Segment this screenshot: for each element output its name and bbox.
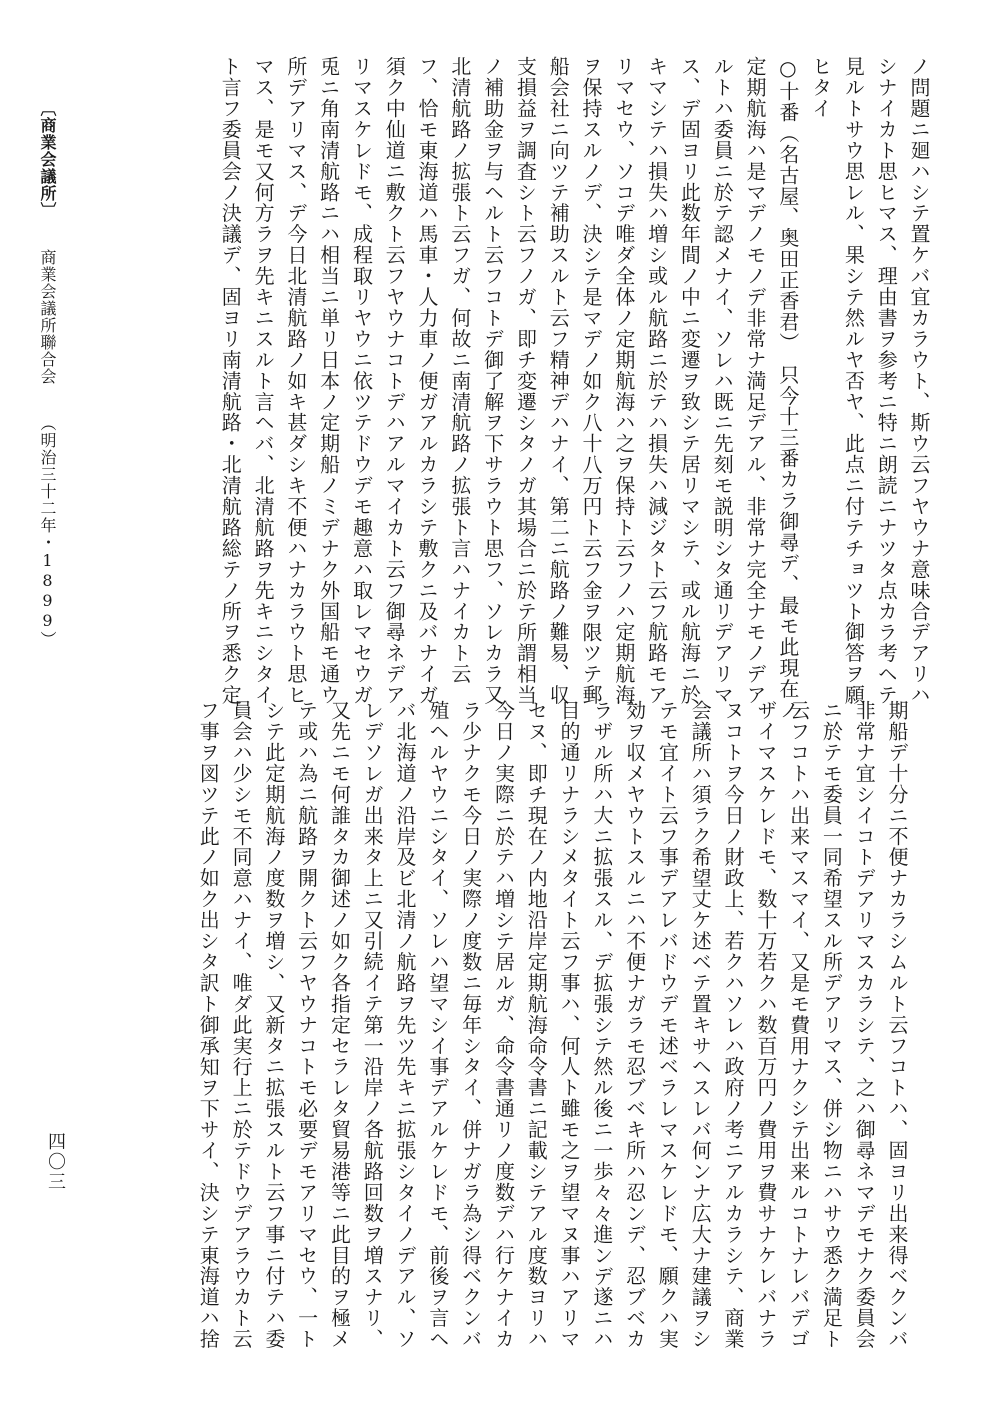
text-line: レデソレガ出来タ上ニ又引続イテ第一沿岸ノ各航路回数ヲ増スナリ、 bbox=[360, 700, 385, 1350]
text-line: ノ問題ニ廻ハシテ置ケバ宜カラウト、斯ウ云フヤウナ意味合デアリハ bbox=[907, 56, 931, 706]
text-line: ザイマスケレドモ、数十万若クハ数百万円ノ費用ヲ費サナケレバナラ bbox=[753, 700, 778, 1350]
header-date: （明治三十二年・1899） bbox=[38, 415, 57, 648]
text-line: テ或ハ為ニ航路ヲ開クト云フヤウナコトモ必要デモアリマセウ、一ト bbox=[294, 700, 319, 1350]
text-line: バ北海道ノ沿岸及ビ北清ノ航路ヲ先ツ先キニ拡張シタイノデアル、ソ bbox=[393, 700, 418, 1350]
running-header bbox=[30, 100, 64, 648]
text-line: 船会社ニ向ツテ補助スルト云フ精神デハナイ、第二ニ航路ノ難易、収 bbox=[546, 56, 571, 706]
text-line: ヲ保持スルノデ、決シテ是マデノ如ク八十八万円ト云フ金ヲ限ツテ郵 bbox=[579, 56, 604, 706]
text-line: 支損益ヲ調査シト云フノガ、即チ変遷シタノガ其場合ニ於テ所謂相当 bbox=[513, 56, 538, 706]
text-line: リマセウ、ソコデ唯ダ全体ノ定期航海ハ之ヲ保持ト云フノハ定期航海 bbox=[611, 56, 636, 706]
text-line: 員会ハ少シモ不同意ハナイ、唯ダ此実行上ニ於テドウデアラウカト云 bbox=[229, 700, 254, 1350]
text-line: ラ少ナクモ今日ノ実際ノ度数ニ毎年シタイ、併ナガラ為シ得ベクンバ bbox=[458, 700, 483, 1350]
text-line: フ事ヲ図ツテ此ノ如ク出シタ訳ト御承知ヲ下サイ、決シテ東海道ハ捨 bbox=[196, 700, 221, 1350]
text-line: 効ヲ収メヤウトスルニハ不便ナガラモ忍ブベキ所ハ忍ンデ、忍ブベカ bbox=[622, 700, 647, 1350]
text-line: セヌ、即チ現在ノ内地沿岸定期航海命令書ニ記載シテアル度数ヨリハ bbox=[524, 700, 549, 1350]
text-line: シテ此定期航海ノ度数ヲ増シ、又新タニ拡張スルト云フ事ニ付テハ委 bbox=[261, 700, 286, 1350]
text-line: 目的通リナラシメタイト云フ事ハ、何人ト雖モ之ヲ望マヌ事ハアリマ bbox=[557, 700, 582, 1350]
text-line: 所デアリマス、デ今日北清航路ノ如キ甚ダシキ不便ハナカラウト思ヒ bbox=[283, 56, 308, 706]
text-line: 兎ニ角南清航路ニハ相当ニ単リ日本ノ定期船ノミデナク外国船モ通ウ bbox=[316, 56, 341, 706]
text-line: 又先ニモ何誰タカ御述ノ如ク各指定セラレタ貿易港等ニ此目的ヲ極メ bbox=[327, 700, 352, 1350]
text-line: 云フコトハ出来マスマイ、又是モ費用ナクシテ出来ルコトナレバデゴ bbox=[786, 700, 811, 1350]
text-line: ○十番（名古屋、奥田正香君） 只今十三番カラ御尋デ、最モ此現在ノ bbox=[775, 56, 800, 721]
top-text-block bbox=[218, 56, 935, 721]
text-line: キマシテハ損失ハ増シ或ル航路ニ於テハ損失ハ減ジタト云フ航路モア bbox=[644, 56, 669, 706]
text-line: ト言フ委員会ノ決議デ、固ヨリ南清航路・北清航路総テノ所ヲ悉ク定 bbox=[218, 56, 243, 706]
text-line: シナイカト思ヒマス、理由書ヲ参考ニ特ニ朗読ニナツタ点カラ考ヘテ bbox=[874, 56, 899, 706]
text-line: 殖ヘルヤウニシタイ、ソレハ望マシイ事デアルケレドモ、前後ヲ言ヘ bbox=[425, 700, 450, 1350]
header-title: 商業会議所聯合会 bbox=[38, 249, 57, 385]
text-line: 須ク中仙道ニ敷クト云フヤウナコトデハアルマイカト云フ御尋ネデア bbox=[382, 56, 407, 706]
text-line: フ、恰モ東海道ハ馬車・人力車ノ便ガアルカラシテ敷クニ及バナイガ bbox=[415, 56, 440, 706]
text-line: マス、是モ又何方ラヲ先キニスルト言ヘバ、北清航路ヲ先キニシタイ bbox=[251, 56, 276, 706]
text-line: ニ於テモ委員一同希望スル所デアリマス、併シ物ニハサウ悉ク満足ト bbox=[819, 700, 844, 1350]
text-line: リマスケレドモ、成程取リヤウニ依ツテドウデモ趣意ハ取レマセウガ bbox=[349, 56, 374, 706]
text-line: 期船デ十分ニ不便ナカラシムルト云フコトハ、固ヨリ出来得ベクンバ bbox=[885, 700, 909, 1350]
text-line: 見ルトサウ思レル、果シテ然ルヤ否ヤ、此点ニ付テチョツト御答ヲ願 bbox=[841, 56, 866, 706]
text-line: ヌコトヲ今日ノ財政上、若クハソレハ政府ノ考ニアルカラシテ、商業 bbox=[721, 700, 746, 1350]
text-line: ヒタイ bbox=[808, 56, 833, 119]
text-line: 非常ナ宜シイコトデアリマスカラシテ、之ハ御尋ネマデモナク委員会 bbox=[852, 700, 877, 1350]
page-number: 四〇三 bbox=[45, 1132, 66, 1192]
text-line: ルトハ委員ニ於テ認メナイ、ソレハ既ニ先刻モ説明シタ通リデアリマ bbox=[710, 56, 735, 706]
text-line: 定期航海ハ是マデノモノデ非常ナ満足デアル、非常ナ完全ナモノデア bbox=[743, 56, 768, 706]
text-line: ノ補助金ヲ与ヘルト云フコトデ御了解ヲ下サラウト思フ、ソレカラ又 bbox=[480, 56, 505, 706]
text-line: 会議所ハ須ラク希望丈ケ述ベテ置キサヘスレバ何ンナ広大ナ建議ヲシ bbox=[688, 700, 713, 1350]
header-label: 〔商業会議所〕 bbox=[38, 100, 57, 219]
bottom-text-block bbox=[93, 700, 913, 1360]
text-line: ス、デ固ヨリ此数年間ノ中ニ変遷ヲ致シテ居リマシテ、或ル航海ニ於 bbox=[677, 56, 702, 706]
text-line: 北清航路ノ拡張ト云フガ、何故ニ南清航路ノ拡張ト言ハナイカト云 bbox=[447, 56, 472, 685]
text-line: ラザル所ハ大ニ拡張スル、デ拡張シテ然ル後ニ一歩々々進ンデ遂ニハ bbox=[589, 700, 614, 1350]
text-line: 今日ノ実際ニ於テハ増シテ居ルガ、命令書通リノ度数デハ行ケナイカ bbox=[491, 700, 516, 1350]
text-line: テモ宜イト云フ事デアレバドウデモ述ベラレマスケレドモ、願クハ実 bbox=[655, 700, 680, 1350]
